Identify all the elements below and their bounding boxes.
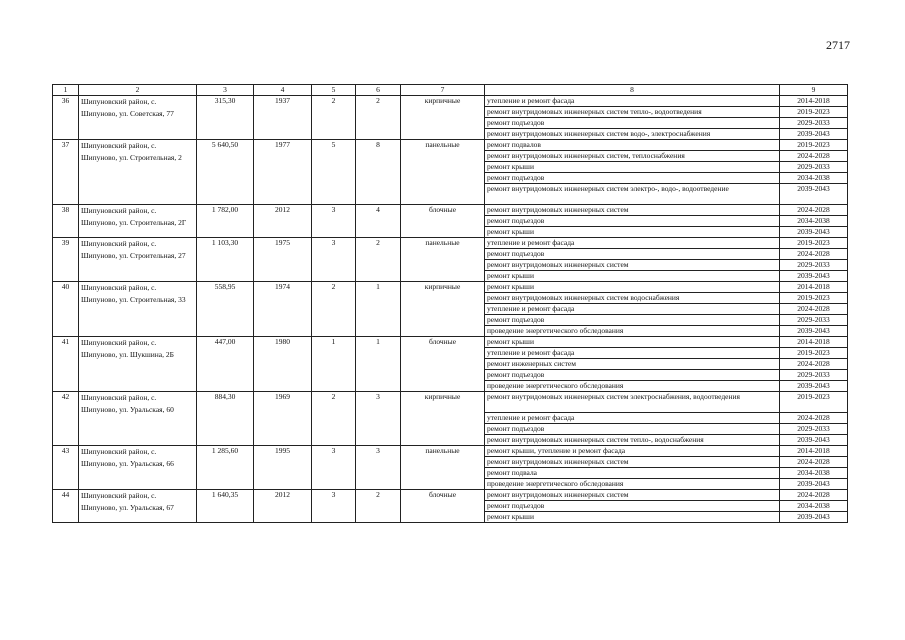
work-description: проведение энергетического обследования [485, 381, 780, 392]
record-entrances: 2 [356, 490, 401, 523]
record-wall-material: блочные [401, 205, 485, 238]
work-description: утепление и ремонт фасада [485, 348, 780, 359]
work-period: 2034-2038 [780, 501, 848, 512]
record-floors: 5 [312, 140, 356, 205]
record-floors: 3 [312, 446, 356, 490]
work-period: 2039-2043 [780, 271, 848, 282]
record-year: 1975 [254, 238, 312, 282]
work-description: ремонт подъездов [485, 424, 780, 435]
record-year: 1995 [254, 446, 312, 490]
table-row [53, 282, 848, 293]
work-description: ремонт внутридомовых инженерных систем электроснабжения, водоотведения [485, 392, 780, 413]
record-wall-material: панельные [401, 238, 485, 282]
work-description: утепление и ремонт фасада [485, 238, 780, 249]
work-description: ремонт инженерных систем [485, 359, 780, 370]
work-description: ремонт внутридомовых инженерных систем водоснабжения [485, 293, 780, 304]
record-wall-material: панельные [401, 446, 485, 490]
record-entrances: 2 [356, 238, 401, 282]
record-area: 1 103,30 [197, 238, 254, 282]
table-row [53, 96, 848, 107]
work-description: ремонт внутридомовых инженерных систем электро-, водо-, водоотведение [485, 184, 780, 205]
work-period: 2029-2033 [780, 118, 848, 129]
work-period: 2029-2033 [780, 162, 848, 173]
record-entrances: 2 [356, 96, 401, 140]
table-row [53, 392, 848, 413]
work-description: ремонт подъездов [485, 501, 780, 512]
record-entrances: 8 [356, 140, 401, 205]
record-address: Шипуновский район, с. Шипуново, ул. Шукшина, 2Б [79, 337, 197, 392]
record-number: 39 [53, 238, 79, 282]
capital-repair-table [52, 84, 848, 523]
record-wall-material: кирпичные [401, 392, 485, 446]
record-area: 884,30 [197, 392, 254, 446]
work-description: ремонт подъездов [485, 173, 780, 184]
record-address: Шипуновский район, с. Шипуново, ул. Строительная, 2 [79, 140, 197, 205]
work-period: 2029-2033 [780, 315, 848, 326]
work-description: ремонт подъездов [485, 370, 780, 381]
work-period: 2034-2038 [780, 468, 848, 479]
record-entrances: 1 [356, 282, 401, 337]
work-period: 2014-2018 [780, 282, 848, 293]
record-number: 42 [53, 392, 79, 446]
work-period: 2039-2043 [780, 184, 848, 205]
work-period: 2039-2043 [780, 129, 848, 140]
work-period: 2039-2043 [780, 326, 848, 337]
record-floors: 2 [312, 282, 356, 337]
record-floors: 3 [312, 490, 356, 523]
record-area: 315,30 [197, 96, 254, 140]
record-year: 1977 [254, 140, 312, 205]
column-header: 3 [197, 85, 254, 96]
work-description: ремонт крыши, утепление и ремонт фасада [485, 446, 780, 457]
work-description: ремонт внутридомовых инженерных систем [485, 490, 780, 501]
record-year: 1969 [254, 392, 312, 446]
work-description: ремонт подвала [485, 468, 780, 479]
record-area: 558,95 [197, 282, 254, 337]
record-area: 5 640,50 [197, 140, 254, 205]
column-header: 6 [356, 85, 401, 96]
work-period: 2039-2043 [780, 227, 848, 238]
work-period: 2024-2028 [780, 413, 848, 424]
work-period: 2039-2043 [780, 479, 848, 490]
work-period: 2024-2028 [780, 249, 848, 260]
record-number: 36 [53, 96, 79, 140]
record-number: 37 [53, 140, 79, 205]
work-description: ремонт крыши [485, 337, 780, 348]
column-header: 9 [780, 85, 848, 96]
record-area: 1 640,35 [197, 490, 254, 523]
work-period: 2014-2018 [780, 446, 848, 457]
record-number: 41 [53, 337, 79, 392]
work-period: 2034-2038 [780, 216, 848, 227]
record-area: 1 782,00 [197, 205, 254, 238]
column-header: 5 [312, 85, 356, 96]
work-period: 2034-2038 [780, 173, 848, 184]
work-description: ремонт подвалов [485, 140, 780, 151]
work-period: 2039-2043 [780, 512, 848, 523]
work-period: 2014-2018 [780, 96, 848, 107]
header-row [53, 85, 848, 96]
record-floors: 3 [312, 238, 356, 282]
page-number: 2717 [826, 38, 850, 52]
record-area: 1 285,60 [197, 446, 254, 490]
work-period: 2039-2043 [780, 435, 848, 446]
work-description: проведение энергетического обследования [485, 326, 780, 337]
record-year: 1980 [254, 337, 312, 392]
work-period: 2019-2023 [780, 348, 848, 359]
record-address: Шипуновский район, с. Шипуново, ул. Строительная, 2Г [79, 205, 197, 238]
work-description: ремонт подъездов [485, 216, 780, 227]
table-row [53, 446, 848, 457]
work-description: ремонт крыши [485, 162, 780, 173]
work-description: ремонт внутридомовых инженерных систем [485, 457, 780, 468]
work-period: 2024-2028 [780, 457, 848, 468]
work-description: ремонт внутридомовых инженерных систем [485, 205, 780, 216]
record-entrances: 1 [356, 337, 401, 392]
record-wall-material: блочные [401, 337, 485, 392]
work-period: 2019-2023 [780, 140, 848, 151]
record-address: Шипуновский район, с. Шипуново, ул. Строительная, 27 [79, 238, 197, 282]
work-period: 2029-2033 [780, 260, 848, 271]
work-period: 2029-2033 [780, 424, 848, 435]
record-entrances: 3 [356, 446, 401, 490]
work-description: утепление и ремонт фасада [485, 96, 780, 107]
record-area: 447,00 [197, 337, 254, 392]
column-header: 1 [53, 85, 79, 96]
work-description: ремонт внутридомовых инженерных систем [485, 260, 780, 271]
work-description: ремонт подъездов [485, 118, 780, 129]
record-address: Шипуновский район, с. Шипуново, ул. Уральская, 66 [79, 446, 197, 490]
table-row [53, 205, 848, 216]
work-description: ремонт крыши [485, 227, 780, 238]
record-floors: 3 [312, 205, 356, 238]
record-number: 43 [53, 446, 79, 490]
column-header: 4 [254, 85, 312, 96]
work-description: ремонт крыши [485, 282, 780, 293]
column-header: 8 [485, 85, 780, 96]
work-period: 2024-2028 [780, 151, 848, 162]
record-wall-material: кирпичные [401, 96, 485, 140]
work-period: 2019-2023 [780, 238, 848, 249]
record-year: 2012 [254, 205, 312, 238]
work-description: ремонт подъездов [485, 249, 780, 260]
record-number: 44 [53, 490, 79, 523]
record-address: Шипуновский район, с. Шипуново, ул. Строительная, 33 [79, 282, 197, 337]
record-floors: 1 [312, 337, 356, 392]
record-number: 38 [53, 205, 79, 238]
work-description: ремонт внутридомовых инженерных систем, теплоснабжения [485, 151, 780, 162]
record-entrances: 4 [356, 205, 401, 238]
work-description: утепление и ремонт фасада [485, 304, 780, 315]
table-row [53, 238, 848, 249]
work-description: проведение энергетического обследования [485, 479, 780, 490]
work-description: утепление и ремонт фасада [485, 413, 780, 424]
work-description: ремонт крыши [485, 512, 780, 523]
work-description: ремонт подъездов [485, 315, 780, 326]
work-period: 2019-2023 [780, 392, 848, 413]
record-year: 2012 [254, 490, 312, 523]
work-period: 2024-2028 [780, 359, 848, 370]
record-floors: 2 [312, 392, 356, 446]
record-address: Шипуновский район, с. Шипуново, ул. Уральская, 60 [79, 392, 197, 446]
work-period: 2029-2033 [780, 370, 848, 381]
record-address: Шипуновский район, с. Шипуново, ул. Советская, 77 [79, 96, 197, 140]
record-year: 1974 [254, 282, 312, 337]
work-description: ремонт внутридомовых инженерных систем тепло-, водоснабжения [485, 435, 780, 446]
record-wall-material: кирпичные [401, 282, 485, 337]
work-period: 2024-2028 [780, 205, 848, 216]
record-wall-material: панельные [401, 140, 485, 205]
column-header: 2 [79, 85, 197, 96]
record-year: 1937 [254, 96, 312, 140]
table-row [53, 140, 848, 151]
work-period: 2019-2023 [780, 293, 848, 304]
column-header: 7 [401, 85, 485, 96]
work-period: 2039-2043 [780, 381, 848, 392]
work-period: 2019-2023 [780, 107, 848, 118]
record-address: Шипуновский район, с. Шипуново, ул. Уральская, 67 [79, 490, 197, 523]
work-period: 2014-2018 [780, 337, 848, 348]
work-description: ремонт внутридомовых инженерных систем водо-, электроснабжения [485, 129, 780, 140]
work-period: 2024-2028 [780, 304, 848, 315]
record-wall-material: блочные [401, 490, 485, 523]
table-row [53, 337, 848, 348]
table-row [53, 490, 848, 501]
record-floors: 2 [312, 96, 356, 140]
work-period: 2024-2028 [780, 490, 848, 501]
record-entrances: 3 [356, 392, 401, 446]
work-description: ремонт крыши [485, 271, 780, 282]
work-description: ремонт внутридомовых инженерных систем тепло-, водоотведения [485, 107, 780, 118]
record-number: 40 [53, 282, 79, 337]
